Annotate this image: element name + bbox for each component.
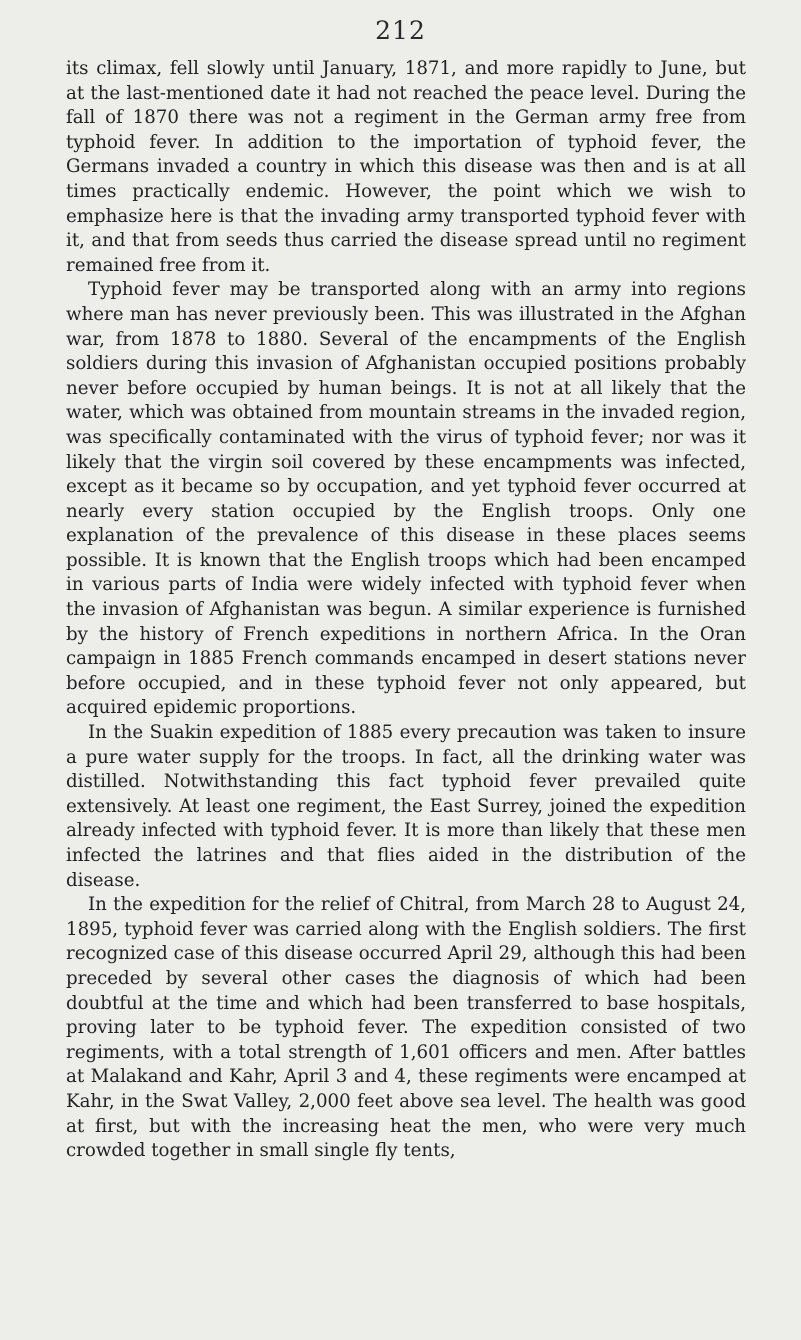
body-text [66, 57, 746, 1164]
paragraph-2: Typhoid fever may be transported along with an army into regions where man has never previously been. This was illustrated in the Afghan war, from 1878 to 1880. Several of the encampments of the English soldiers during this invasion of Afghanistan occupied positions probably never before occupied by human beings. It is not at all likely that the water, which was obtained from mountain streams in the invaded region, was specifically contaminated with the virus of typhoid fever; nor was it likely that the virgin soil covered by these encampments was infected, except as it became so by occupation, and yet typhoid fever occurred at nearly every station occupied by the English troops. Only one explanation of the prevalence of this disease in these places seems possible. It is known that the English troops which had been encamped in various parts of India were widely infected with typhoid fever when the invasion of Afghanistan was begun. A similar experience is furnished by the history of French expeditions in northern Africa. In the Oran campaign in 1885 French commands encamped in desert stations never before occupied, and in these typhoid fever not only appeared, but acquired epidemic proportions. [66, 279, 746, 719]
paragraph-4: In the expedition for the relief of Chitral, from March 28 to August 24, 1895, typhoid fever was carried along with the English soldiers. The first recognized case of this disease occurred April 29, although this had been preceded by several other cases the diagnosis of which had been doubtful at the time and which had been transferred to base hospitals, proving later to be typhoid fever. The expedition consisted of two regiments, with a total strength of 1,601 officers and men. After battles at Malakand and Kahr, April 3 and 4, these regiments were encamped at Kahr, in the Swat Valley, 2,000 feet above sea level. The health was good at first, but with the increasing heat the men, who were very much crowded together in small single fly tents, [66, 894, 746, 1162]
paragraph-1: its climax, fell slowly until January, 1871, and more rapidly to June, but at the last-mentioned date it had not reached the peace level. During the fall of 1870 there was not a regiment in the German army free from typhoid fever. In addition to the importation of typhoid fever, the Germans invaded a country in which this disease was then and is at all times practically endemic. However, the point which we wish to emphasize here is that the invading army transported typhoid fever with it, and that from seeds thus carried the disease spread until no regiment remained free from it. [66, 58, 746, 276]
paragraph-3: In the Suakin expedition of 1885 every precaution was taken to insure a pure water supply for the troops. In fact, all the drinking water was distilled. Notwithstanding this fact typhoid fever prevailed quite extensively. At least one regiment, the East Surrey, joined the expedition already infected with typhoid fever. It is more than likely that these men infected the latrines and that flies aided in the distribution of the disease. [66, 722, 746, 891]
page-number: 212 [375, 16, 426, 45]
